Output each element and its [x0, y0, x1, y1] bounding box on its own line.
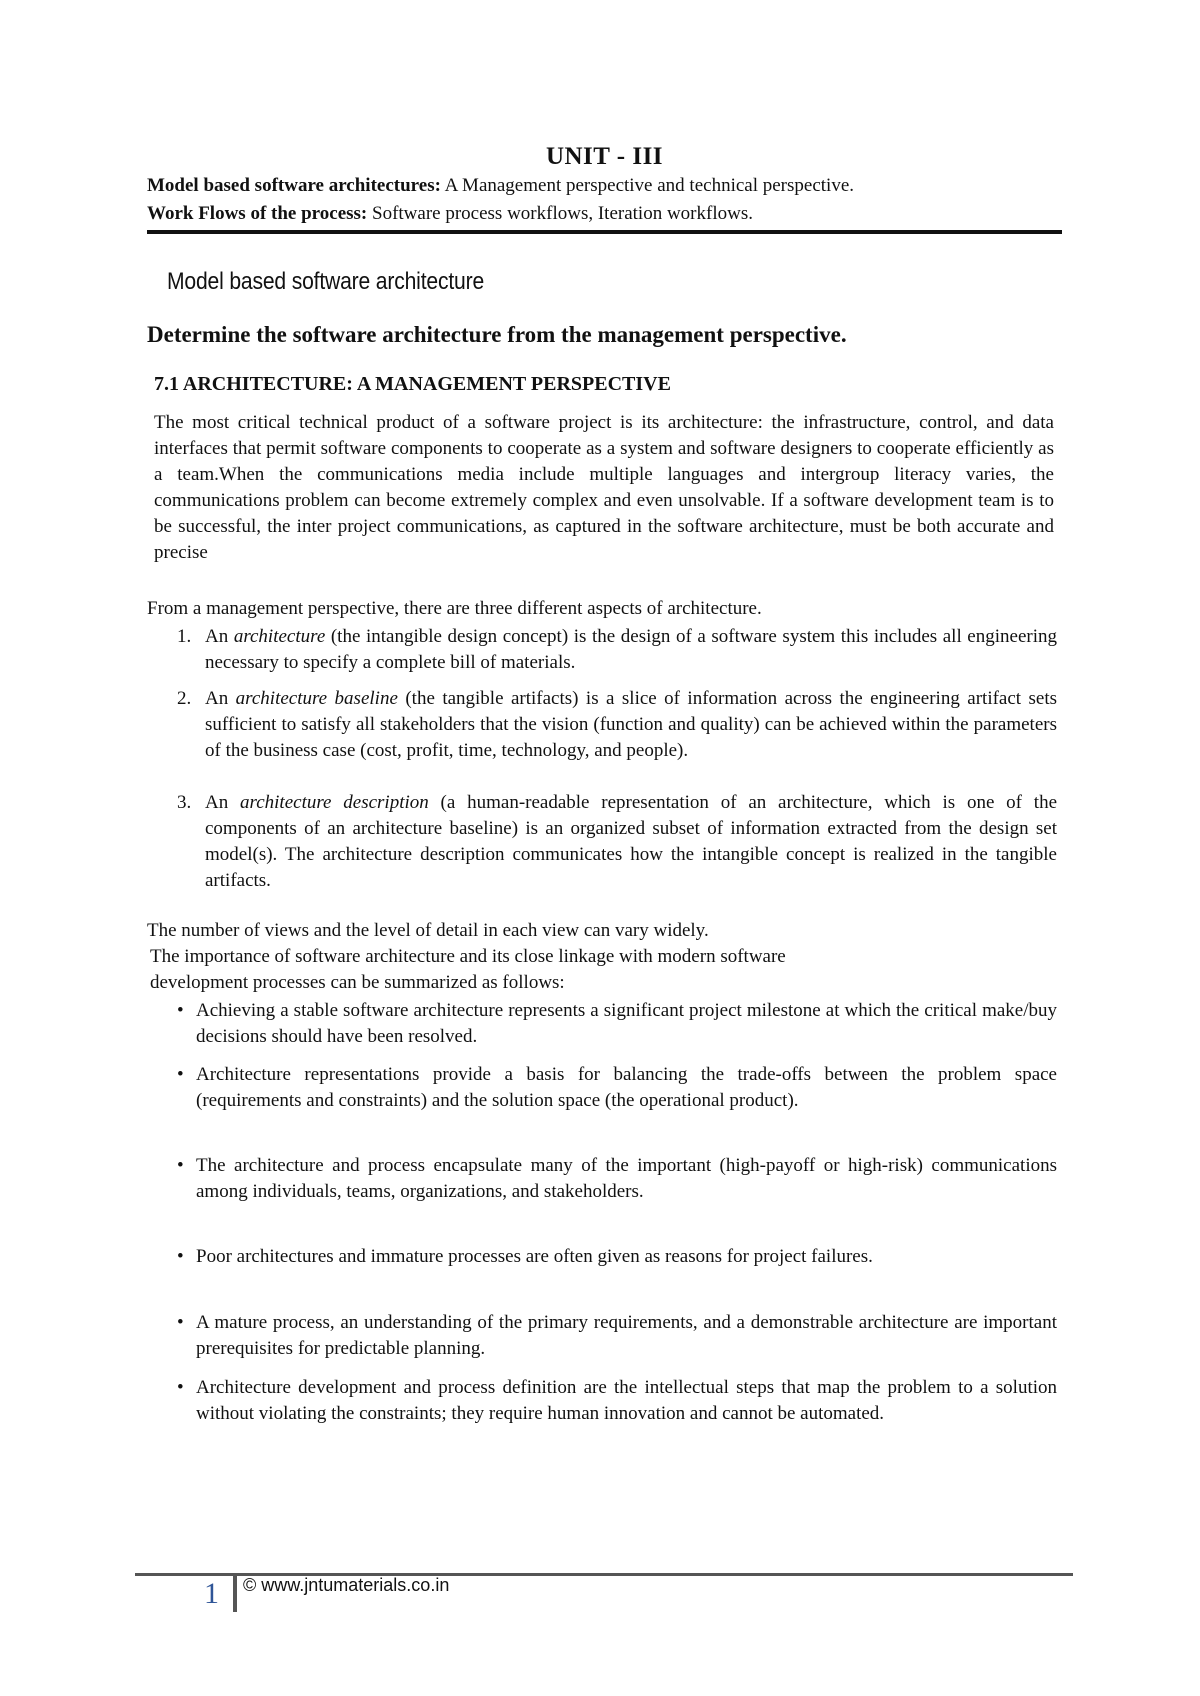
item-number: 2.	[177, 688, 192, 709]
footer-separator	[233, 1576, 237, 1612]
bullet-item	[177, 1310, 1057, 1362]
item-term: architecture	[233, 626, 326, 647]
bullet-item	[177, 1375, 1057, 1427]
item-term: architecture description	[240, 792, 429, 813]
importance-line: The importance of software architecture and its close linkage with modern software	[150, 946, 786, 967]
item-number: 1.	[177, 626, 192, 647]
numbered-item	[177, 686, 1057, 764]
bullet-text: The architecture and process encapsulate many of the important (high-payoff or high-risk) communications among individuals, teams, organizations, and stakeholders.	[196, 1155, 1057, 1202]
item-number: 3.	[177, 792, 192, 813]
section-heading: Model based software architecture	[167, 268, 485, 295]
question-heading: Determine the software architecture from the management perspective.	[147, 322, 847, 347]
topic-line-architectures	[147, 175, 854, 197]
subsection-heading: 7.1 ARCHITECTURE: A MANAGEMENT PERSPECTIVE	[154, 373, 671, 395]
page-number: 1	[204, 1577, 219, 1610]
bullet-text: Architecture representations provide a basis for balancing the trade-offs between the problem space (requirements and constraints) and the solution space (the operational product).	[196, 1064, 1057, 1111]
bullet-text: A mature process, an understanding of the primary requirements, and a demonstrable architecture are important prerequisites for predictable planning.	[196, 1312, 1057, 1359]
unit-title: UNIT - III	[545, 143, 664, 170]
topic-line-workflows	[147, 203, 753, 225]
item-term: architecture baseline	[235, 688, 398, 709]
bullet-item	[177, 1244, 1057, 1270]
bullet-item	[177, 998, 1057, 1050]
bullet-text: Poor architectures and immature processes are often given as reasons for project failures.	[196, 1246, 873, 1267]
bullet-text: Achieving a stable software architecture represents a significant project milestone at which the critical make/buy decisions should have been resolved.	[196, 1000, 1057, 1047]
topic-label: Work Flows of the process:	[147, 203, 368, 224]
header-divider	[147, 230, 1062, 234]
footer-website: © www.jntumaterials.co.in	[243, 1575, 450, 1595]
aspects-intro: From a management perspective, there are three different aspects of architecture.	[147, 598, 762, 619]
importance-line: development processes can be summarized as follows:	[150, 972, 565, 993]
bullet-icon: •	[177, 1064, 184, 1085]
numbered-item	[177, 790, 1057, 894]
intro-paragraph: The most critical technical product of a software project is its architecture: the infrastructure, control, and data interfaces that permit software components to cooperate as a system and software designers to cooperate efficiently as a team.When the communications media include multiple languages and intergroup literacy varies, the communications problem can become extremely complex and even unsolvable. If a software development team is to be successful, the inter project communications, as captured in the software architecture, must be both accurate and precise	[154, 412, 1054, 563]
bullet-icon: •	[177, 1377, 184, 1398]
bullet-icon: •	[177, 1155, 184, 1176]
item-text: An architecture (the intangible design concept) is the design of a software system this includes all engineering necessary to specify a complete bill of materials.	[205, 626, 1057, 673]
bullet-text: Architecture development and process definition are the intellectual steps that map the problem to a solution without violating the constraints; they require human innovation and cannot be automated.	[196, 1377, 1057, 1424]
document-page	[147, 0, 1062, 1696]
numbered-item	[177, 624, 1057, 676]
views-line: The number of views and the level of detail in each view can vary widely.	[147, 920, 709, 941]
bullet-icon: •	[177, 1246, 184, 1267]
bullet-icon: •	[177, 1312, 184, 1333]
topic-label: Model based software architectures:	[147, 175, 441, 196]
bullet-icon: •	[177, 1000, 184, 1021]
item-text: An architecture description (a human-readable representation of an architecture, which is one of the components of an architecture baseline) is an organized subset of information extracted from the design set model(s). The architecture description communicates how the intangible concept is realized in the tangible artifacts.	[205, 792, 1058, 891]
item-text: An architecture baseline (the tangible artifacts) is a slice of information across the engineering artifact sets sufficient to satisfy all stakeholders that the vision (function and quality) can be achieved within the parameters of the business case (cost, profit, time, technology, and people).	[205, 688, 1058, 761]
topic-text: Software process workflows, Iteration workflows.	[367, 203, 753, 224]
bullet-item	[177, 1153, 1057, 1205]
topic-text: A Management perspective and technical perspective.	[440, 175, 855, 196]
bullet-item	[177, 1062, 1057, 1114]
